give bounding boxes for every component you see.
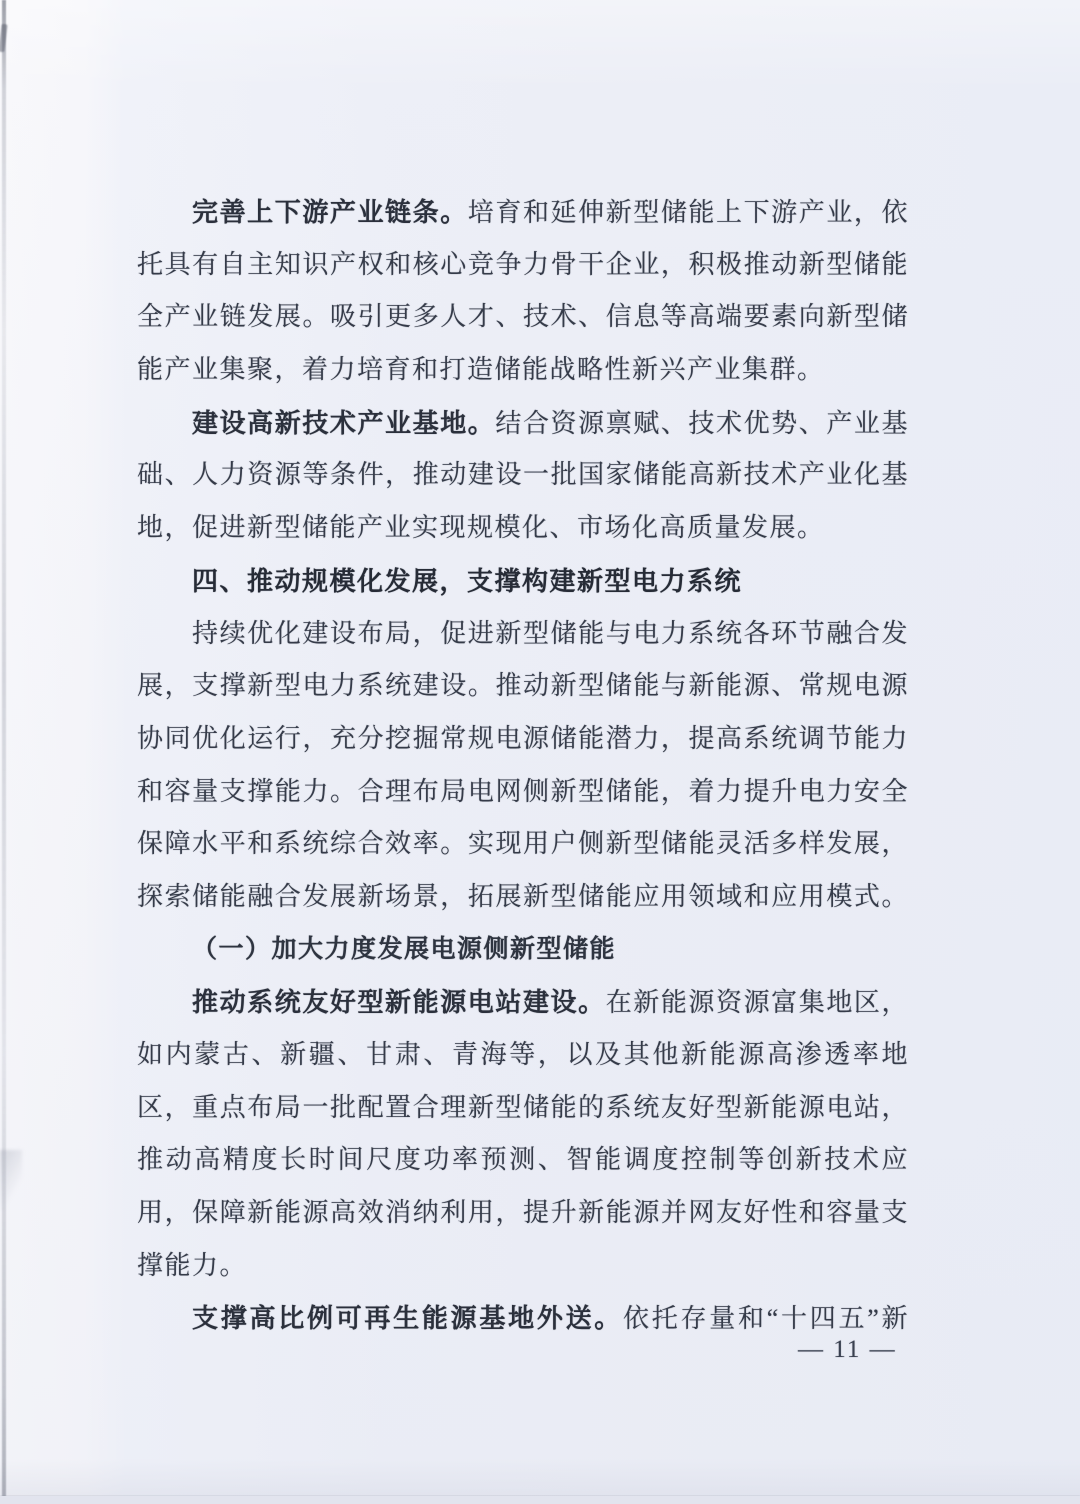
text-line: 推动高精度长时间尺度功率预测、智能调度控制等创新技术应 bbox=[137, 1145, 909, 1175]
text-line: 持续优化建设布局，促进新型储能与电力系统各环节融合发 bbox=[192, 618, 909, 648]
text-line: 撑能力。 bbox=[137, 1250, 248, 1280]
bold-lead-in: 推动系统友好型新能源电站建设。 bbox=[192, 987, 606, 1018]
text-line: 如内蒙古、新疆、甘肃、青海等，以及其他新能源高渗透率地 bbox=[137, 1040, 909, 1069]
text-line: 协同优化运行，充分挖掘常规电源储能潜力，提高系统调节能力 bbox=[137, 723, 909, 753]
bold-lead-in: 完善上下游产业链条。 bbox=[192, 197, 468, 227]
scan-left-edge-shadow bbox=[2, 0, 6, 1504]
subsection-heading: （一）加大力度发展电源侧新型储能 bbox=[192, 935, 617, 963]
text-line: 础、人力资源等条件，推动建设一批国家储能高新技术产业化基 bbox=[137, 460, 909, 490]
text-line: 地，促进新型储能产业实现规模化、市场化高质量发展。 bbox=[137, 513, 825, 543]
text-line: 托具有自主知识产权和核心竞争力骨干企业，积极推动新型储能 bbox=[137, 249, 909, 279]
text-line: 全产业链发展。吸引更多人才、技术、信息等高端要素向新型储 bbox=[137, 302, 909, 332]
text-line: 探索储能融合发展新场景，拓展新型储能应用领域和应用模式。 bbox=[137, 881, 909, 911]
text-line: 展，支撑新型电力系统建设。推动新型储能与新能源、常规电源 bbox=[137, 671, 909, 701]
scan-bottom-band bbox=[0, 1496, 1080, 1504]
text-line: 支撑高比例可再生能源基地外送。依托存量和“十四五”新 bbox=[192, 1303, 909, 1334]
bold-lead-in: 支撑高比例可再生能源基地外送。 bbox=[192, 1303, 624, 1334]
text-line: 和容量支撑能力。合理布局电网侧新型储能，着力提升电力安全 bbox=[137, 776, 909, 806]
text-line: 完善上下游产业链条。培育和延伸新型储能上下游产业，依 bbox=[192, 197, 909, 227]
bold-lead-in: 建设高新技术产业基地。 bbox=[192, 407, 496, 438]
text-line: 区，重点布局一批配置合理新型储能的系统友好型新能源电站， bbox=[137, 1092, 909, 1122]
text-line: 建设高新技术产业基地。结合资源禀赋、技术优势、产业基 bbox=[192, 407, 909, 438]
page-number: — 11 — bbox=[798, 1336, 897, 1363]
text-line: 用，保障新能源高效消纳利用，提升新能源并网友好性和容量支 bbox=[137, 1198, 909, 1228]
text-line: 保障水平和系统综合效率。实现用户侧新型储能灵活多样发展， bbox=[137, 829, 909, 859]
scan-corner-mark bbox=[0, 24, 8, 53]
scan-crease-mark bbox=[0, 1150, 22, 1210]
text-block bbox=[137, 186, 909, 1345]
section-heading: 四、推动规模化发展，支撑构建新型电力系统 bbox=[192, 565, 743, 596]
text-line: 推动系统友好型新能源电站建设。在新能源资源富集地区， bbox=[192, 987, 909, 1018]
text-line: 能产业集聚，着力培育和打造储能战略性新兴产业集群。 bbox=[137, 355, 825, 385]
